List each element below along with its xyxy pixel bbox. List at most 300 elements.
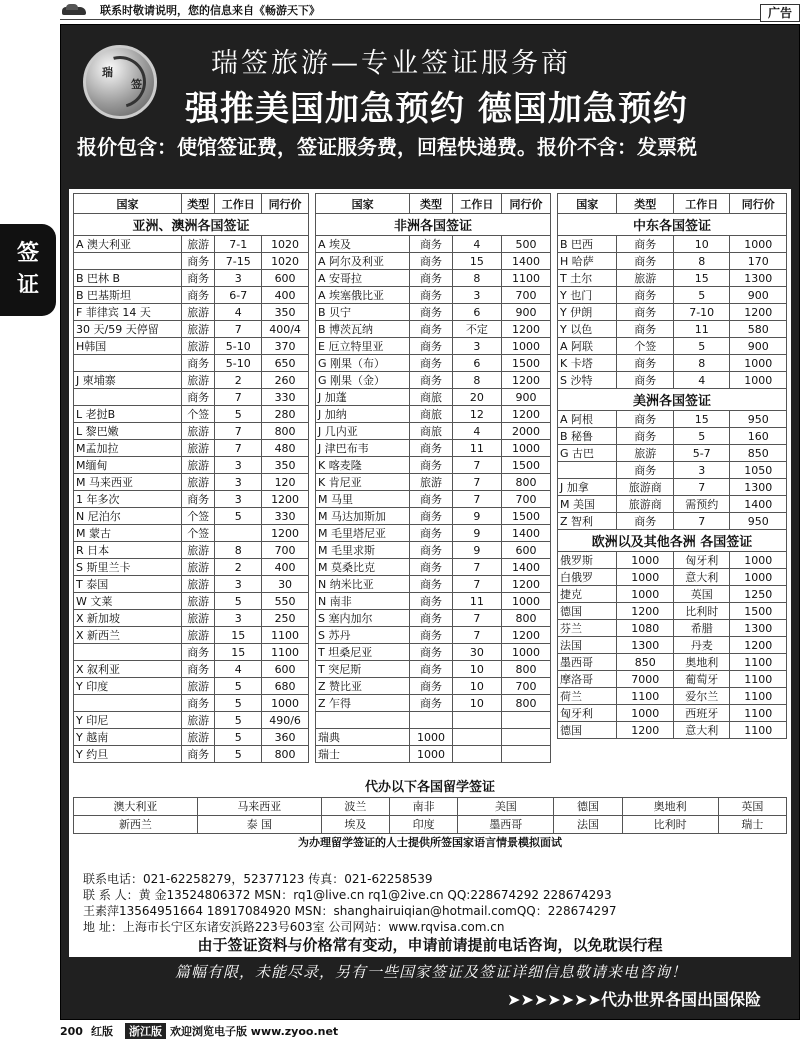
- table-cell: 30: [262, 576, 309, 593]
- table-row: [316, 270, 551, 287]
- table-row: [74, 304, 309, 321]
- table-cell: 5: [215, 593, 262, 610]
- table-row: [316, 236, 551, 253]
- contact-person-1: 联 系 人：黄 金13524806372 MSN：rq1@live.cn rq1@2ive.cn QQ:228674292 228674293: [83, 888, 612, 902]
- table-cell: 7: [215, 423, 262, 440]
- table-row: [316, 508, 551, 525]
- table-row: [316, 610, 551, 627]
- table-cell: 旅游: [182, 372, 215, 389]
- table-cell: N 尼泊尔: [74, 508, 182, 525]
- section-title: 亚洲、澳洲各国签证: [74, 214, 309, 236]
- table-cell: M缅甸: [74, 457, 182, 474]
- table-row: [316, 491, 551, 508]
- section-title: 欧洲以及其他各洲 各国签证: [558, 530, 787, 552]
- table-cell: 国家: [74, 194, 182, 214]
- table-cell: 1200: [501, 321, 550, 338]
- section-title: 非洲各国签证: [316, 214, 551, 236]
- table-cell: 同行价: [730, 194, 787, 214]
- table-cell: 8: [673, 253, 730, 270]
- table-cell: 850: [617, 654, 674, 671]
- table-row: [558, 338, 787, 355]
- table-cell: 900: [501, 304, 550, 321]
- insurance-slogan: ➤➤➤➤➤➤➤代办世界各国出国保险: [507, 990, 761, 1009]
- table-cell: 3: [452, 287, 501, 304]
- table-cell: [74, 253, 182, 270]
- table-cell: 11: [452, 593, 501, 610]
- table-cell: F 菲律宾 14 天: [74, 304, 182, 321]
- table-cell: W 文莱: [74, 593, 182, 610]
- table-row: [74, 491, 309, 508]
- table-cell: [74, 644, 182, 661]
- table-row: [316, 253, 551, 270]
- study-country: 南非: [390, 797, 458, 815]
- table-cell: 1100: [730, 722, 787, 739]
- table-cell: 工作日: [673, 194, 730, 214]
- table-cell: 2000: [501, 423, 550, 440]
- table-cell: 商务: [410, 491, 453, 508]
- table-cell: 260: [262, 372, 309, 389]
- table-cell: 400: [262, 287, 309, 304]
- table-row: [558, 569, 787, 586]
- table-row: [316, 287, 551, 304]
- table-row: [558, 411, 787, 428]
- table-cell: 1000: [617, 705, 674, 722]
- company-name: 瑞签旅游—专业签证服务商: [211, 48, 571, 79]
- table-cell: 7: [452, 474, 501, 491]
- table-row: [316, 559, 551, 576]
- table-cell: 1400: [501, 525, 550, 542]
- table-cell: H韩国: [74, 338, 182, 355]
- table-cell: J 几内亚: [316, 423, 410, 440]
- table-cell: 1200: [617, 722, 674, 739]
- table-cell: 7: [452, 559, 501, 576]
- table-cell: 20: [452, 389, 501, 406]
- table-row: [74, 593, 309, 610]
- visa-advertisement: [60, 24, 800, 1020]
- edition-label: 红版: [90, 1025, 113, 1038]
- section-title-row: [74, 214, 309, 236]
- table-cell: [452, 746, 501, 763]
- table-cell: 1200: [262, 491, 309, 508]
- contact-box: [69, 867, 791, 957]
- table-cell: A 阿根: [558, 411, 617, 428]
- table-cell: 9: [452, 542, 501, 559]
- table-cell: 旅游: [182, 610, 215, 627]
- table-cell: 1200: [262, 525, 309, 542]
- table-cell: 旅游: [182, 423, 215, 440]
- table-cell: 商旅: [410, 389, 453, 406]
- table-row: [558, 287, 787, 304]
- table-row: [74, 423, 309, 440]
- table-cell: 商务: [617, 428, 674, 445]
- table-row: [316, 661, 551, 678]
- table-cell: B 巴基斯坦: [74, 287, 182, 304]
- table-row: [74, 508, 309, 525]
- table-cell: 5: [215, 712, 262, 729]
- table-cell: 8: [452, 372, 501, 389]
- table-cell: 商务: [410, 253, 453, 270]
- table-cell: 丹麦: [673, 637, 730, 654]
- table-cell: 4: [215, 661, 262, 678]
- table-cell: 1000: [501, 644, 550, 661]
- study-country: 德国: [554, 797, 622, 815]
- table-row: [558, 321, 787, 338]
- table-cell: M 毛里塔尼亚: [316, 525, 410, 542]
- table-cell: X 新加坡: [74, 610, 182, 627]
- table-cell: 商务: [410, 338, 453, 355]
- table-cell: 瑞典: [316, 729, 410, 746]
- table-cell: [74, 389, 182, 406]
- table-cell: 3: [673, 462, 730, 479]
- table-cell: 商务: [617, 513, 674, 530]
- region-label: 浙江版: [125, 1023, 166, 1039]
- table-cell: L 黎巴嫩: [74, 423, 182, 440]
- top-info-bar: [60, 0, 800, 20]
- table-row: [74, 627, 309, 644]
- table-row: [558, 355, 787, 372]
- table-row: [316, 304, 551, 321]
- table-cell: 商务: [182, 661, 215, 678]
- table-cell: 5: [215, 678, 262, 695]
- table-cell: 580: [730, 321, 787, 338]
- table-cell: 3: [215, 474, 262, 491]
- table-cell: 商务: [182, 644, 215, 661]
- table-row: [316, 525, 551, 542]
- table-cell: 360: [262, 729, 309, 746]
- table-cell: 商务: [410, 610, 453, 627]
- table-cell: 900: [501, 389, 550, 406]
- table-cell: N 南非: [316, 593, 410, 610]
- table-row: [74, 678, 309, 695]
- table-cell: 商务: [410, 678, 453, 695]
- table-cell: 7: [452, 627, 501, 644]
- table-cell: 葡萄牙: [673, 671, 730, 688]
- table-cell: B 巴西: [558, 236, 617, 253]
- table-cell: M 毛里求斯: [316, 542, 410, 559]
- table-cell: 个签: [182, 525, 215, 542]
- table-cell: 1200: [501, 372, 550, 389]
- table-cell: 商务: [182, 355, 215, 372]
- table-cell: [452, 729, 501, 746]
- table-cell: 12: [452, 406, 501, 423]
- table-cell: 商务: [182, 746, 215, 763]
- table-cell: J 加纳: [316, 406, 410, 423]
- table-cell: 工作日: [215, 194, 262, 214]
- table-cell: Y 约旦: [74, 746, 182, 763]
- table-cell: 1100: [730, 688, 787, 705]
- table-cell: 30: [452, 644, 501, 661]
- table-cell: 同行价: [262, 194, 309, 214]
- study-visa-table: [73, 775, 787, 851]
- table-cell: 700: [501, 678, 550, 695]
- company-logo: [83, 45, 157, 119]
- table-cell: 1000: [730, 552, 787, 569]
- table-row: [558, 513, 787, 530]
- table-cell: 商旅: [410, 406, 453, 423]
- mideast-america-europe-table: [557, 193, 787, 739]
- table-cell: 2: [215, 372, 262, 389]
- study-country: 埃及: [321, 815, 389, 833]
- price-panel: [69, 189, 791, 867]
- table-cell: [501, 712, 550, 729]
- table-cell: 1300: [730, 620, 787, 637]
- table-cell: 1100: [730, 654, 787, 671]
- footer-note: 篇幅有限，未能尽录，另有一些国家签证及签证详细信息敬请来电咨询！: [174, 963, 687, 981]
- table-cell: X 叙利亚: [74, 661, 182, 678]
- table-cell: 旅游: [182, 542, 215, 559]
- table-row: [74, 287, 309, 304]
- table-row: [316, 406, 551, 423]
- table-cell: 160: [730, 428, 787, 445]
- table-cell: 11: [673, 321, 730, 338]
- table-cell: B 贝宁: [316, 304, 410, 321]
- table-cell: J 津巴布韦: [316, 440, 410, 457]
- table-cell: 5-10: [215, 338, 262, 355]
- table-cell: 同行价: [501, 194, 550, 214]
- table-cell: 330: [262, 389, 309, 406]
- table-cell: 国家: [316, 194, 410, 214]
- table-cell: 1300: [730, 479, 787, 496]
- table-cell: 7-15: [215, 253, 262, 270]
- study-row: [74, 815, 787, 833]
- table-cell: 7-10: [673, 304, 730, 321]
- table-row: [74, 712, 309, 729]
- table-cell: 950: [730, 513, 787, 530]
- table-cell: 950: [730, 411, 787, 428]
- table-cell: 捷克: [558, 586, 617, 603]
- table-header-row: [558, 194, 787, 214]
- study-country: 奥地利: [622, 797, 718, 815]
- table-cell: 个签: [617, 338, 674, 355]
- table-cell: Y 印尼: [74, 712, 182, 729]
- table-cell: 600: [262, 661, 309, 678]
- table-row: [316, 457, 551, 474]
- car-icon: [60, 3, 88, 17]
- table-cell: 商务: [410, 372, 453, 389]
- table-cell: 1020: [262, 253, 309, 270]
- table-cell: 商务: [182, 270, 215, 287]
- section-title-row: [558, 214, 787, 236]
- table-cell: 11: [452, 440, 501, 457]
- table-cell: [74, 355, 182, 372]
- price-includes: 报价包含：使馆签证费，签证服务费，回程快递费。报价不含：发票税: [77, 135, 697, 159]
- table-row: [74, 695, 309, 712]
- table-row: [74, 389, 309, 406]
- table-cell: J 柬埔寨: [74, 372, 182, 389]
- table-cell: 3: [215, 270, 262, 287]
- table-row: [316, 389, 551, 406]
- table-cell: 商务: [617, 253, 674, 270]
- table-cell: 1200: [730, 637, 787, 654]
- table-cell: 2: [215, 559, 262, 576]
- study-note: 为办理留学签证的人士提供所签国家语言情景模拟面试: [298, 836, 562, 850]
- table-cell: 商务: [617, 287, 674, 304]
- table-cell: Y 越南: [74, 729, 182, 746]
- table-cell: 1000: [730, 372, 787, 389]
- table-cell: 700: [501, 491, 550, 508]
- table-cell: 15: [452, 253, 501, 270]
- table-cell: 800: [262, 746, 309, 763]
- table-cell: [74, 695, 182, 712]
- page-footer-text: 欢迎浏览电子版 www.zyoo.net: [169, 1025, 339, 1038]
- table-cell: 商务: [410, 593, 453, 610]
- table-cell: 500: [501, 236, 550, 253]
- study-country: 英国: [718, 797, 786, 815]
- table-cell: B 巴林 B: [74, 270, 182, 287]
- table-cell: 1020: [262, 236, 309, 253]
- table-cell: 1500: [501, 457, 550, 474]
- table-cell: J 加蓬: [316, 389, 410, 406]
- table-cell: 德国: [558, 722, 617, 739]
- table-cell: 1400: [501, 253, 550, 270]
- table-cell: 700: [501, 287, 550, 304]
- top-info-text: 联系时敬请说明，您的信息来自《畅游天下》: [100, 3, 320, 17]
- table-cell: S 塞内加尔: [316, 610, 410, 627]
- table-cell: N 纳米比亚: [316, 576, 410, 593]
- table-row: [558, 270, 787, 287]
- table-cell: R 日本: [74, 542, 182, 559]
- study-country: 马来西亚: [197, 797, 321, 815]
- table-cell: 7: [673, 513, 730, 530]
- table-cell: 1200: [730, 304, 787, 321]
- section-title-row: [558, 389, 787, 411]
- table-cell: 爱尔兰: [673, 688, 730, 705]
- table-row: [558, 671, 787, 688]
- table-cell: 墨西哥: [558, 654, 617, 671]
- table-cell: 商务: [617, 236, 674, 253]
- table-cell: 1250: [730, 586, 787, 603]
- table-cell: 7: [215, 440, 262, 457]
- table-cell: A 安哥拉: [316, 270, 410, 287]
- table-cell: 120: [262, 474, 309, 491]
- table-cell: 1500: [730, 603, 787, 620]
- table-cell: 商务: [410, 321, 453, 338]
- disclaimer: 由于签证资料与价格常有变动，申请前请提前电话咨询，以免耽误行程: [197, 936, 663, 954]
- table-cell: 480: [262, 440, 309, 457]
- table-cell: 商务: [617, 372, 674, 389]
- table-cell: 680: [262, 678, 309, 695]
- table-header-row: [316, 194, 551, 214]
- table-cell: 7: [215, 321, 262, 338]
- table-cell: 280: [262, 406, 309, 423]
- table-cell: 1000: [617, 552, 674, 569]
- table-row: [558, 603, 787, 620]
- table-cell: 商务: [410, 576, 453, 593]
- table-cell: 旅游: [182, 729, 215, 746]
- table-cell: 15: [215, 627, 262, 644]
- table-cell: 类型: [410, 194, 453, 214]
- table-cell: 商务: [182, 253, 215, 270]
- table-cell: 个签: [182, 406, 215, 423]
- table-cell: 西班牙: [673, 705, 730, 722]
- study-country: 瑞士: [718, 815, 786, 833]
- table-row: [558, 722, 787, 739]
- table-cell: 3: [215, 610, 262, 627]
- table-cell: 商务: [410, 559, 453, 576]
- table-row: [316, 746, 551, 763]
- table-row: [74, 372, 309, 389]
- table-cell: 法国: [558, 637, 617, 654]
- table-cell: X 新西兰: [74, 627, 182, 644]
- table-cell: 5: [673, 338, 730, 355]
- table-cell: 需预约: [673, 496, 730, 513]
- table-cell: A 埃塞俄比亚: [316, 287, 410, 304]
- table-row: [558, 620, 787, 637]
- table-cell: 1 年多次: [74, 491, 182, 508]
- table-cell: 350: [262, 457, 309, 474]
- table-cell: 4: [215, 304, 262, 321]
- table-cell: 4: [673, 372, 730, 389]
- table-cell: 旅游: [182, 712, 215, 729]
- table-cell: 旅游: [182, 474, 215, 491]
- table-cell: Z 智利: [558, 513, 617, 530]
- table-cell: K 卡塔: [558, 355, 617, 372]
- table-cell: 商务: [410, 440, 453, 457]
- study-row: [74, 797, 787, 815]
- study-country: 比利时: [622, 815, 718, 833]
- table-row: [316, 542, 551, 559]
- table-cell: M孟加拉: [74, 440, 182, 457]
- table-cell: 600: [501, 542, 550, 559]
- table-cell: 4: [452, 236, 501, 253]
- table-cell: [410, 712, 453, 729]
- table-cell: 15: [215, 644, 262, 661]
- table-cell: 商务: [410, 457, 453, 474]
- table-cell: 900: [730, 287, 787, 304]
- table-cell: S 沙特: [558, 372, 617, 389]
- table-cell: Y 伊朗: [558, 304, 617, 321]
- study-country: 法国: [554, 815, 622, 833]
- table-cell: 商务: [617, 321, 674, 338]
- table-cell: 1000: [730, 569, 787, 586]
- page-footer: [60, 1022, 800, 1040]
- table-cell: 旅游: [182, 559, 215, 576]
- table-cell: 7: [215, 389, 262, 406]
- table-cell: J 加拿: [558, 479, 617, 496]
- table-row: [316, 372, 551, 389]
- table-cell: [316, 712, 410, 729]
- table-cell: 400: [262, 559, 309, 576]
- table-cell: 商务: [410, 508, 453, 525]
- table-cell: 1000: [501, 338, 550, 355]
- table-cell: M 马里: [316, 491, 410, 508]
- table-cell: 商务: [617, 355, 674, 372]
- table-cell: 匈牙利: [673, 552, 730, 569]
- table-row: [316, 440, 551, 457]
- table-cell: Y 也门: [558, 287, 617, 304]
- table-row: [74, 525, 309, 542]
- table-cell: 1100: [501, 270, 550, 287]
- table-cell: 个签: [182, 508, 215, 525]
- table-cell: 1000: [730, 355, 787, 372]
- table-cell: 1400: [730, 496, 787, 513]
- table-cell: 英国: [673, 586, 730, 603]
- table-cell: 旅游: [617, 445, 674, 462]
- table-cell: [452, 712, 501, 729]
- table-cell: 15: [673, 270, 730, 287]
- table-cell: A 阿尔及利亚: [316, 253, 410, 270]
- table-cell: 800: [501, 474, 550, 491]
- table-cell: 490/6: [262, 712, 309, 729]
- table-cell: 1100: [730, 671, 787, 688]
- table-cell: 800: [501, 610, 550, 627]
- table-cell: 10: [673, 236, 730, 253]
- table-cell: 1000: [501, 593, 550, 610]
- study-title: 代办以下各国留学签证: [364, 780, 495, 796]
- table-cell: 800: [501, 661, 550, 678]
- table-cell: 800: [262, 423, 309, 440]
- table-cell: 旅游: [410, 474, 453, 491]
